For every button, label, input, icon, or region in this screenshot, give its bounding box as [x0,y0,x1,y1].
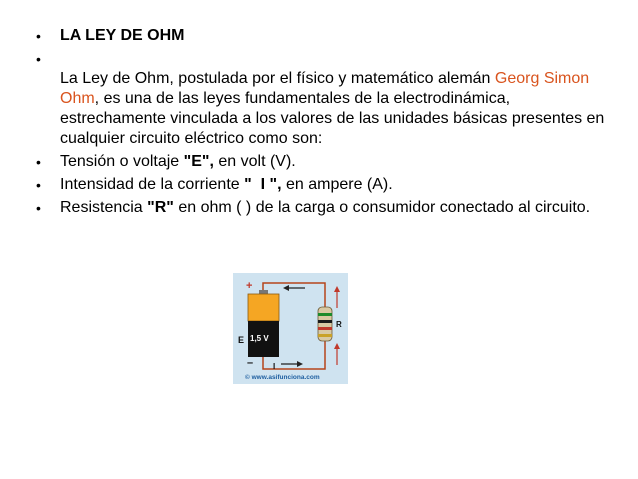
intensidad-symbol: " I ", [244,176,282,193]
list-item [36,152,606,172]
bullet-glyph: • [36,200,41,216]
battery-top [248,294,279,321]
intro-text-after: , es una de las leyes fundamentales de la electrodinámica, estrechamente vinculada a los valores de las unidades básicas presentes en cualquier circuito eléctrico como son: [60,90,605,147]
intro-paragraph [60,69,606,149]
bullet-glyph: • [36,177,41,193]
resistencia-text: Resistencia [60,199,148,216]
list-item [36,49,606,149]
circuit-figure [233,273,348,384]
r-label: R [336,320,342,329]
arrow-head [334,343,340,349]
resistencia-symbol: "R" [147,199,174,216]
bullet-glyph: • [36,28,41,44]
list-item [36,198,606,218]
e-label: E [238,335,245,345]
i-label: I [273,362,276,371]
intro-text-before: La Ley de Ohm, postulada por el físico y matemático alemán [60,70,491,87]
circuit-diagram [233,273,348,384]
bullet-glyph: • [36,51,41,67]
slide-title: LA LEY DE OHM [60,27,185,44]
resistor-band [318,334,332,337]
arrow-head [297,361,303,367]
bullet-list [36,26,606,221]
resistor-band [318,313,332,316]
minus-label: – [247,357,254,369]
arrow-head [334,286,340,292]
resistor-band [318,320,332,323]
list-item [36,175,606,195]
plus-label: + [246,280,253,292]
battery-label: 1,5 V [250,334,269,343]
intensidad-unit: en ampere (A). [281,176,393,193]
arrow-head [283,285,289,291]
list-item [36,26,606,46]
resistencia-unit: en ohm ( ) de la carga o consumidor conectado al circuito. [173,199,591,216]
bullet-glyph: • [36,154,41,170]
resistor-band [318,327,332,330]
credit-text: © www.asifunciona.com [245,374,320,381]
tension-unit: en volt (V). [213,153,296,170]
tension-text: Tensión o voltaje [60,153,184,170]
tension-symbol: "E", [183,153,214,170]
empty-line [60,49,606,69]
battery-terminal [259,290,268,294]
intensidad-text: Intensidad de la corriente [60,176,245,193]
ohm-name: Georg Simon Ohm [60,70,590,107]
